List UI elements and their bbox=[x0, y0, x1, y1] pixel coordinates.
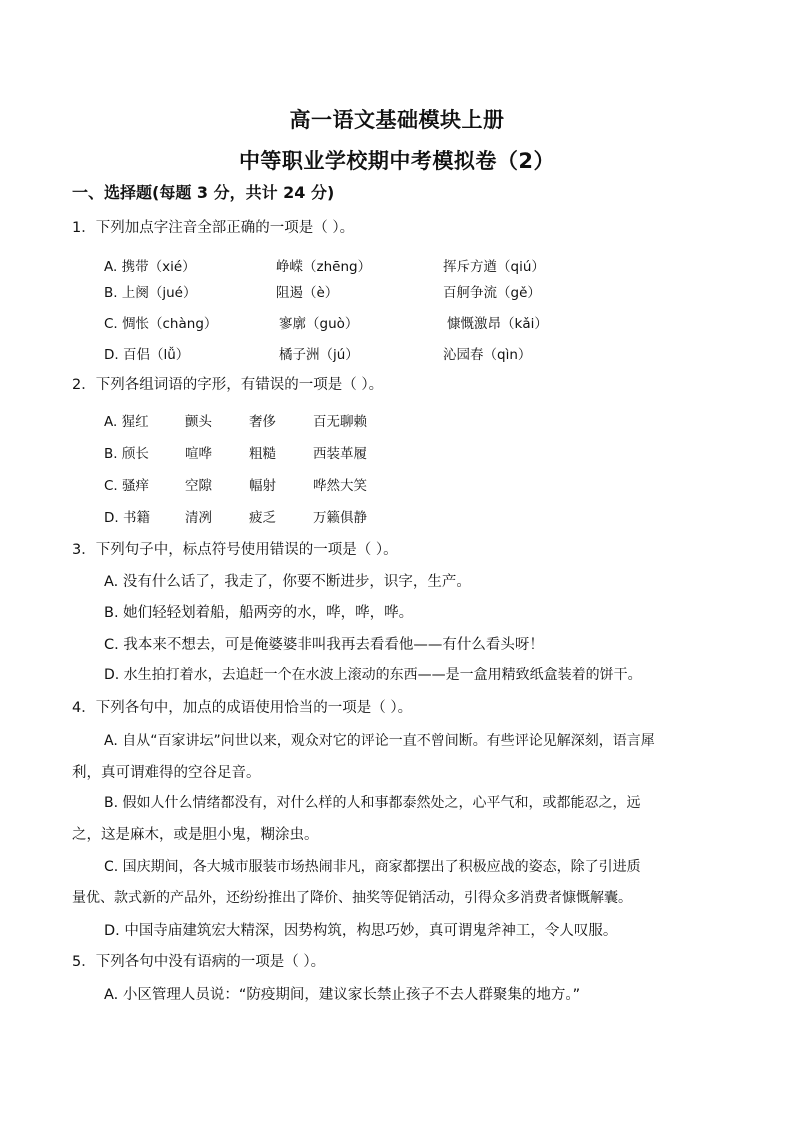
q1-c-3: 慷慨激昂（kǎi） bbox=[447, 316, 548, 332]
q1-d-3: 沁园春（qìn） bbox=[443, 347, 532, 363]
q5-option-a: A. 小区管理人员说：“防疫期间，建议家长禁止孩子不去人群聚集的地方。” bbox=[104, 987, 581, 1003]
q4-option-a-line1: A. 自从“百家讲坛”问世以来，观众对它的评论一直不曾间断。有些评论见解深刻，语言犀 bbox=[104, 733, 655, 749]
q4-option-c-line2: 量优、款式新的产品外，还纷纷推出了降价、抽奖等促销活动，引得众多消费者慷慨解囊。 bbox=[72, 890, 632, 906]
q4-option-a-line2: 利，真可谓难得的空谷足音。 bbox=[72, 765, 261, 781]
q1-d-2: 橘子洲（jú） bbox=[279, 347, 359, 363]
q1-stem: 1．下列加点字注音全部正确的一项是（ ）。 bbox=[72, 220, 355, 236]
exam-title-line2: 中等职业学校期中考模拟卷（2） bbox=[238, 149, 556, 173]
q2-b-3: 粗糙 bbox=[249, 446, 276, 462]
q4-option-d: D. 中国寺庙建筑宏大精深，因势构筑，构思巧妙，真可谓鬼斧神工，令人叹服。 bbox=[104, 923, 618, 939]
q2-c-3: 幅射 bbox=[249, 478, 276, 494]
q2-a-2: 颤头 bbox=[185, 414, 212, 430]
q2-a-3: 奢侈 bbox=[249, 414, 276, 430]
q3-option-b: B. 她们轻轻划着船，船两旁的水，哗，哗，哗。 bbox=[104, 605, 414, 621]
q3-option-a: A. 没有什么话了，我走了，你要不断进步，识字，生产。 bbox=[104, 574, 471, 590]
q2-d-2: 清冽 bbox=[185, 510, 212, 526]
q1-c-1: C. 惆怅（chàng） bbox=[104, 316, 218, 332]
q2-b-4: 西装革履 bbox=[313, 446, 367, 462]
q2-a-4: 百无聊赖 bbox=[313, 414, 367, 430]
q3-stem: 3．下列句子中，标点符号使用错误的一项是（ ）。 bbox=[72, 542, 398, 558]
q2-d-3: 疲乏 bbox=[249, 510, 276, 526]
q4-option-b-line2: 之，这是麻木，或是胆小鬼，糊涂虫。 bbox=[72, 827, 319, 843]
q5-stem: 5．下列各句中没有语病的一项是（ ）。 bbox=[72, 954, 326, 970]
q1-b-3: 百舸争流（gě） bbox=[443, 285, 541, 301]
q3-option-c: C. 我本来不想去，可是俺婆婆非叫我再去看看他——有什么看头呀！ bbox=[104, 637, 544, 653]
q2-c-2: 空隙 bbox=[185, 478, 212, 494]
q2-c-4: 哗然大笑 bbox=[313, 478, 367, 494]
q1-a-1: A. 携带（xié） bbox=[104, 259, 196, 275]
q1-a-2: 峥嵘（zhēng） bbox=[276, 259, 372, 275]
q1-b-1: B. 上阕（jué） bbox=[104, 285, 197, 301]
q1-c-2: 寥廓（guò） bbox=[279, 316, 359, 332]
section-heading: 一、选择题(每题 3 分，共计 24 分) bbox=[72, 183, 335, 202]
q2-b-1: B. 颀长 bbox=[104, 446, 149, 462]
q2-c-1: C. 骚痒 bbox=[104, 478, 150, 494]
q2-d-1: D. 书籍 bbox=[104, 510, 150, 526]
q3-option-d: D. 水生拍打着水，去追赶一个在水波上滚动的东西——是一盒用精致纸盒装着的饼干。 bbox=[104, 667, 642, 683]
q1-b-2: 阻遏（è） bbox=[276, 285, 339, 301]
q1-a-3: 挥斥方遒（qiú） bbox=[443, 259, 545, 275]
q4-option-c-line1: C. 国庆期间，各大城市服装市场热闹非凡，商家都摆出了积极应战的姿态，除了引进质 bbox=[104, 859, 641, 875]
q2-stem: 2．下列各组词语的字形，有错误的一项是（ ）。 bbox=[72, 377, 384, 393]
q4-stem: 4．下列各句中，加点的成语使用恰当的一项是（ ）。 bbox=[72, 700, 413, 716]
q2-a-1: A. 猩红 bbox=[104, 414, 149, 430]
exam-title-line1: 高一语文基础模块上册 bbox=[289, 108, 505, 132]
q2-b-2: 喧哗 bbox=[185, 446, 212, 462]
q2-d-4: 万籁俱静 bbox=[313, 510, 367, 526]
q1-d-1: D. 百侣（lǚ） bbox=[104, 347, 190, 363]
q4-option-b-line1: B. 假如人什么情绪都没有，对什么样的人和事都泰然处之，心平气和，或都能忍之，远 bbox=[104, 795, 641, 811]
